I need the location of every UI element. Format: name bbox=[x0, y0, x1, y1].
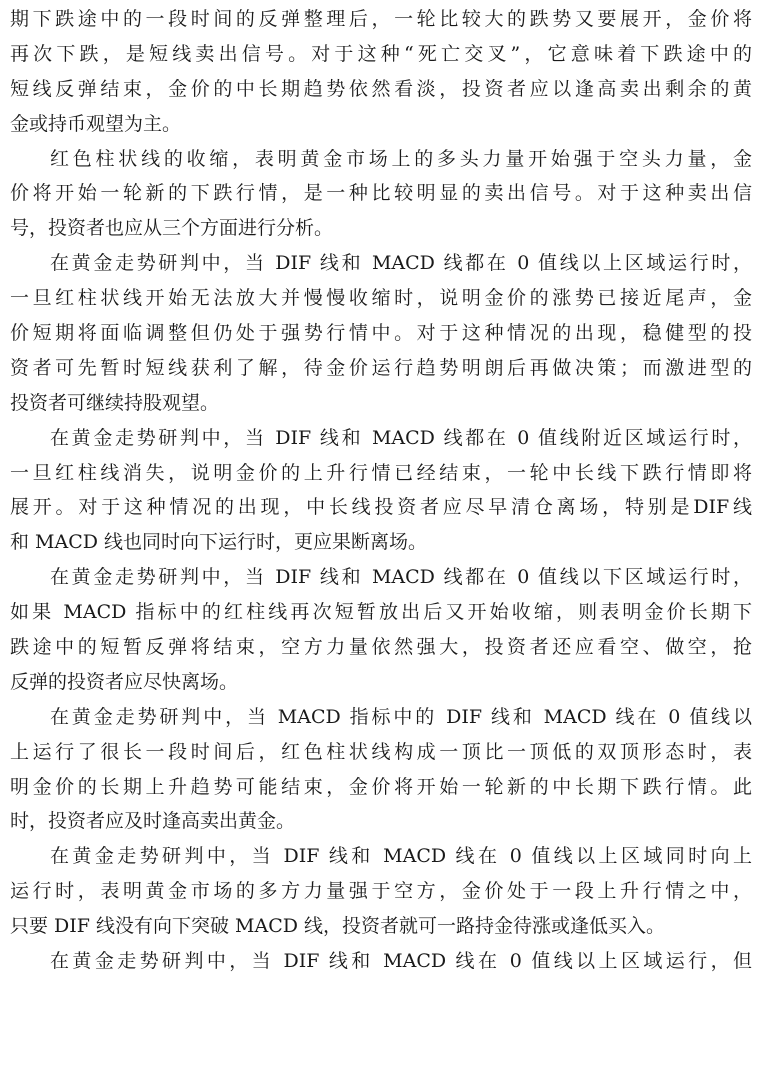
text-line: 在黄金走势研判中，当 DIF 线和 MACD 线在 0 值线以上区域运行，但 bbox=[50, 950, 752, 973]
text-line: 投资者可继续持股观望。 bbox=[10, 391, 220, 414]
text-line: 红色柱状线的收缩，表明黄金市场上的多头力量开始强于空头力量，金 bbox=[50, 147, 752, 170]
text-line: 在黄金走势研判中，当 DIF 线和 MACD 线都在 0 值线以上区域运行时， bbox=[50, 252, 752, 275]
text-line: 再次下跌，是短线卖出信号。对于这种“死亡交叉”，它意味着下跌途中的 bbox=[10, 42, 752, 65]
text-line: 在黄金走势研判中，当 DIF 线和 MACD 线在 0 值线以上区域同时向上 bbox=[50, 845, 752, 868]
text-line: 上运行了很长一段时间后，红色柱状线构成一顶比一顶低的双顶形态时，表 bbox=[10, 740, 752, 763]
text-line: 短线反弹结束，金价的中长期趋势依然看淡，投资者应以逢高卖出剩余的黄 bbox=[10, 77, 752, 100]
text-line: 运行时，表明黄金市场的多方力量强于空方，金价处于一段上升行情之中， bbox=[10, 880, 752, 903]
text-line: 资者可先暂时短线获利了解，待金价运行趋势明朗后再做决策；而激进型的 bbox=[10, 356, 752, 379]
text-line: 期下跌途中的一段时间的反弹整理后，一轮比较大的跌势又要展开，金价将 bbox=[10, 8, 752, 30]
text-line: 明金价的长期上升趋势可能结束，金价将开始一轮新的中长期下跌行情。此 bbox=[10, 775, 752, 798]
text-line: 展开。对于这种情况的出现，中长线投资者应尽早清仓离场，特别是DIF线 bbox=[10, 496, 752, 519]
text-line: 在黄金走势研判中，当 DIF 线和 MACD 线都在 0 值线附近区域运行时， bbox=[50, 426, 752, 449]
text-line: 跌途中的短暂反弹将结束，空方力量依然强大，投资者还应看空、做空，抢 bbox=[10, 636, 752, 659]
text-line: 金或持币观望为主。 bbox=[10, 112, 182, 135]
text-line: 在黄金走势研判中，当 MACD 指标中的 DIF 线和 MACD 线在 0 值线以 bbox=[50, 705, 752, 728]
text-line: 一旦红柱线消失，说明金价的上升行情已经结束，一轮中长线下跌行情即将 bbox=[10, 461, 752, 484]
text-line: 时，投资者应及时逢高卖出黄金。 bbox=[10, 810, 296, 833]
text-line: 只要 DIF 线没有向下突破 MACD 线，投资者就可一路持金待涨或逢低买入。 bbox=[10, 915, 666, 938]
body-text bbox=[10, 2, 752, 979]
text-line: 价短期将面临调整但仍处于强势行情中。对于这种情况的出现，稳健型的投 bbox=[10, 322, 752, 345]
text-line: 在黄金走势研判中，当 DIF 线和 MACD 线都在 0 值线以下区域运行时， bbox=[50, 566, 752, 589]
text-line: 一旦红柱状线开始无法放大并慢慢收缩时，说明金价的涨势已接近尾声，金 bbox=[10, 287, 752, 310]
text-line: 价将开始一轮新的下跌行情，是一种比较明显的卖出信号。对于这种卖出信 bbox=[10, 182, 752, 205]
text-line: 反弹的投资者应尽快离场。 bbox=[10, 670, 239, 693]
text-line: 和 MACD 线也同时向下运行时，更应果断离场。 bbox=[10, 531, 428, 554]
text-line: 号，投资者也应从三个方面进行分析。 bbox=[10, 217, 334, 240]
text-line: 如果 MACD 指标中的红柱线再次短暂放出后又开始收缩，则表明金价长期下 bbox=[10, 601, 752, 624]
